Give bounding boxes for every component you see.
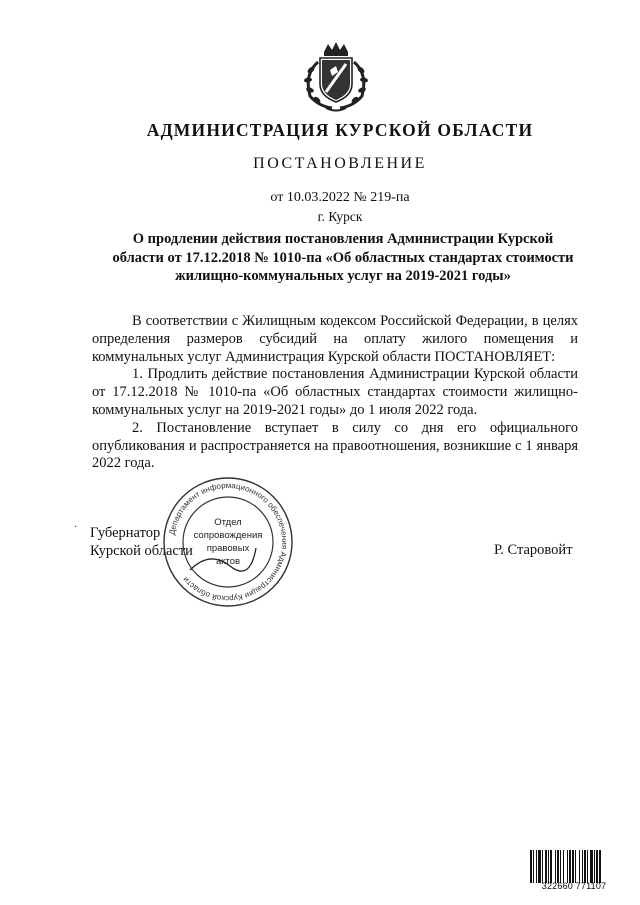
barcode-bar bbox=[555, 850, 556, 883]
stamp-line: сопровождения bbox=[193, 530, 263, 541]
barcode-bar bbox=[575, 850, 576, 883]
clause-1: 1. Продлить действие постановления Администрации Курской области от 17.12.2018 № 1010-па «Об областных стандартах стоимости жилищно-коммунальных услуг на 2019-2021 годы» до 1 июля 2022 года. bbox=[92, 366, 578, 418]
barcode-bar bbox=[530, 850, 532, 883]
signatory-position-line: Губернатор bbox=[90, 525, 161, 541]
barcode-bar bbox=[538, 850, 541, 883]
barcode-bar bbox=[599, 850, 601, 883]
subject-line: жилищно-коммунальных услуг на 2019-2021 годы» bbox=[175, 268, 511, 284]
document-body bbox=[92, 313, 578, 473]
document-subject bbox=[108, 230, 578, 286]
clause-2: 2. Постановление вступает в силу со дня его официального опубликования и распространяется на правоотношения, возникшие с 1 января 2022 года. bbox=[92, 419, 578, 472]
barcode-bar bbox=[548, 850, 549, 883]
barcode-bar bbox=[545, 850, 547, 883]
barcode-bars bbox=[530, 850, 618, 883]
stamp-line: правовых bbox=[206, 543, 250, 554]
subject-line: О продлении действия постановления Администрации Курской bbox=[132, 231, 554, 247]
stamp-line: Отдел bbox=[214, 517, 242, 528]
barcode-bar bbox=[536, 850, 537, 883]
barcode-bar bbox=[563, 850, 564, 883]
subject-line: области от 17.12.2018 № 1010-па «Об областных стандартах стоимости bbox=[112, 249, 574, 266]
organization-title: АДМИНИСТРАЦИЯ КУРСКОЙ ОБЛАСТИ bbox=[146, 120, 534, 140]
barcode-bar bbox=[596, 850, 598, 883]
stamp-line: актов bbox=[215, 556, 241, 567]
margin-mark: · bbox=[74, 522, 78, 533]
barcode-bar bbox=[587, 850, 588, 883]
barcode-bar bbox=[579, 850, 580, 883]
barcode-bar bbox=[542, 850, 543, 883]
barcode-bar bbox=[550, 850, 552, 883]
document-date-number: от 10.03.2022 № 219-па bbox=[270, 190, 410, 205]
document-city: г. Курск bbox=[317, 209, 363, 224]
signatory-position-line: Курской области bbox=[90, 543, 193, 559]
coat-of-arms-emblem bbox=[296, 40, 376, 114]
barcode-bar bbox=[533, 850, 534, 883]
barcode-bar bbox=[569, 850, 571, 883]
official-stamp bbox=[160, 474, 296, 610]
barcode-bar bbox=[594, 850, 595, 883]
barcode-number: 322660 771107 bbox=[541, 881, 607, 891]
barcode-bar bbox=[582, 850, 583, 883]
barcode bbox=[530, 850, 618, 896]
barcode-bar bbox=[560, 850, 561, 883]
barcode-bar bbox=[557, 850, 559, 883]
barcode-bar bbox=[584, 850, 586, 883]
document-type: ПОСТАНОВЛЕНИЕ bbox=[253, 155, 427, 172]
stamp-ring-text: Департамент информационного обеспечения Администрации Курской области bbox=[167, 480, 290, 604]
barcode-bar bbox=[572, 850, 574, 883]
signatory-name: Р. Старовойт bbox=[494, 542, 573, 558]
preamble-paragraph: В соответствии с Жилищным кодексом Российской Федерации, в целях определения размеров субсидий на оплату жилого помещения и коммунальных услуг Администрация Курской области ПОСТАНОВЛЯЕТ: bbox=[92, 313, 578, 365]
barcode-bar bbox=[567, 850, 568, 883]
barcode-bar bbox=[590, 850, 593, 883]
